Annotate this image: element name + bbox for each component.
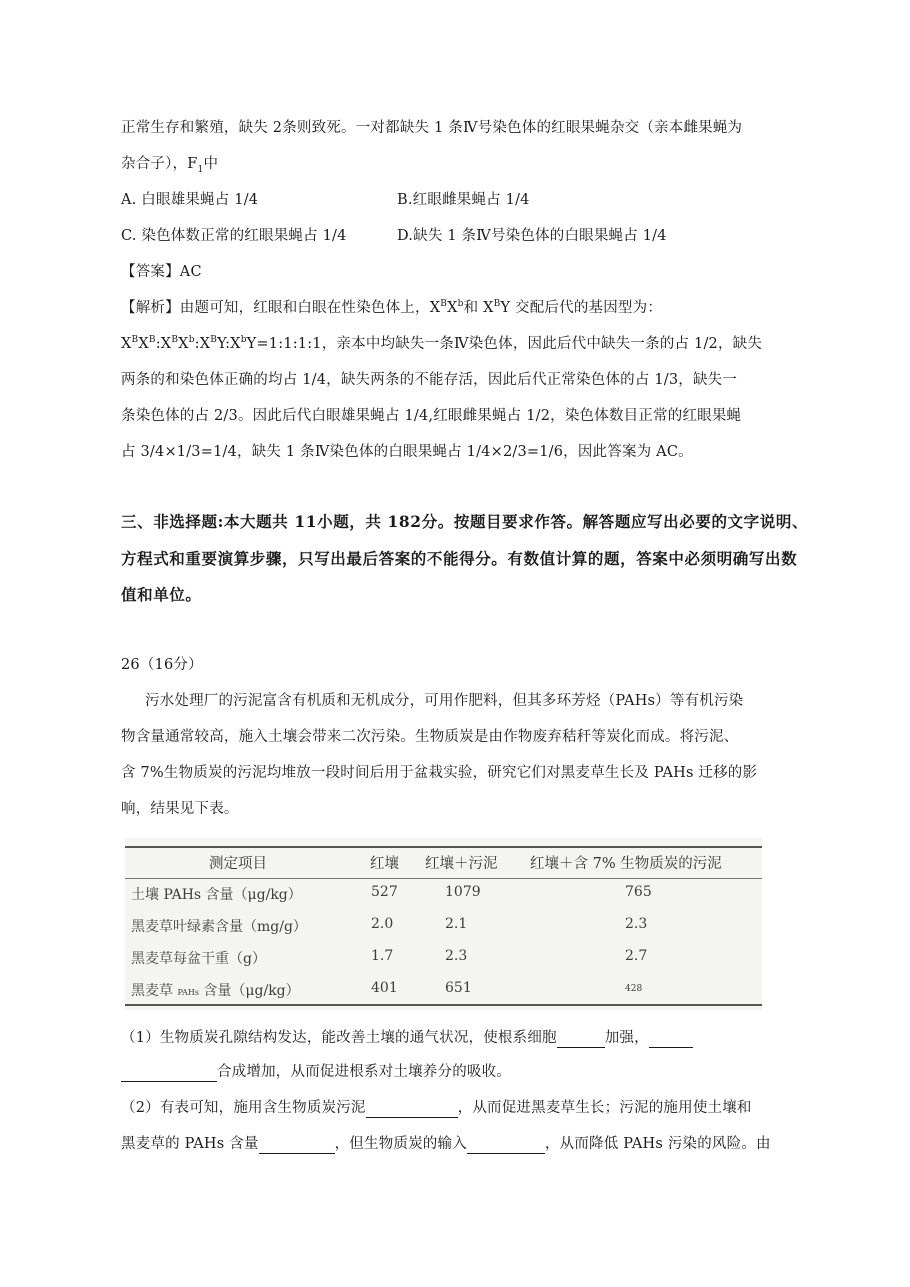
q25-stem-line-1: 正常生存和繁殖，缺失 2条则致死。一对都缺失 1 条Ⅳ号染色体的红眼果蝇杂交（亲本雌果蝇为: [121, 120, 743, 136]
option-a: A. 白眼雄果蝇占 1/4: [121, 192, 259, 208]
table-cell: 2.3: [445, 948, 468, 964]
analysis-text-b: 和 X: [463, 300, 494, 316]
q25-subscript: 1: [197, 164, 204, 175]
option-d: D.缺失 1 条Ⅳ号染色体的白眼果蝇占 1/4: [397, 228, 667, 244]
analysis-line-3: 两条的和染色体正确的均占 1/4，缺失两条的不能存活，因此后代正常染色体的占 1/3，缺失一: [121, 372, 738, 388]
answer-blank[interactable]: [467, 1137, 545, 1154]
sub1-text-b: 加强，: [604, 1030, 649, 1046]
results-table: [125, 838, 762, 1010]
table-cell: 527: [371, 884, 398, 900]
table-row-label: 黑麦草每盆干重（g）: [131, 951, 266, 967]
section-heading-line-2: 方程式和重要演算步骤，只写出最后答案的不能得分。有数值计算的题，答案中必须明确写出数: [121, 549, 798, 568]
analysis-line-1: 【解析】由题可知，红眼和白眼在性染色体上，$X^BX^b$和 $X^BY$ 交配后代的基因型为：: [121, 299, 663, 316]
table-header-red-soil: 红壤: [370, 856, 399, 872]
table-row-label: 黑麦草叶绿素含量（mg/g）: [131, 919, 307, 935]
q26-para-line-4: 响，结果见下表。: [121, 801, 239, 817]
table-header-biochar-sludge: 红壤＋含 7% 生物质炭的污泥: [530, 856, 722, 872]
section-heading-line-3: 值和单位。: [121, 585, 202, 604]
sub2-text-b: ，从而促进黑麦草生长；污泥的施用使土壤和: [457, 1100, 752, 1116]
table-bottom-rule: [125, 1004, 762, 1006]
table-cell: 1079: [445, 884, 481, 900]
table-row-label: [131, 980, 300, 1000]
table-cell: 2.0: [371, 916, 394, 932]
section-heading-line-1: 三、非选择题:本大题共 11小题，共 182分。按题目要求作答。解答题应写出必要的文字说明、: [121, 512, 809, 531]
analysis-line-5: 占 3/4×1/3=1/4，缺失 1 条Ⅳ染色体的白眼果蝇占 1/4×2/3=1/6，因此答案为 AC。: [121, 444, 693, 460]
table-header-rule: [125, 878, 762, 879]
q26-para-line-3: 含 7%生物质炭的污泥均堆放一段时间后用于盆栽实验，研究它们对黑麦草生长及 PAHs 迁移的影: [121, 765, 758, 781]
analysis-text-a: 【解析】由题可知，红眼和白眼在性染色体上，X: [121, 300, 441, 316]
option-b: B.红眼雌果蝇占 1/4: [397, 192, 530, 208]
analysis-line-2: $X^BX^B:X^BX^b:X^BY:X^bY=1:1:1:1$，亲本中均缺失一条Ⅳ染色体，因此后代中缺失一条的占 1/2，缺失: [121, 335, 763, 352]
table-cell: 2.7: [625, 948, 648, 964]
table-cell: 1.7: [371, 948, 394, 964]
table-cell: 2.3: [625, 916, 648, 932]
analysis-text-c: Y 交配后代的基因型为：: [500, 300, 663, 316]
table-cell: 651: [445, 980, 472, 996]
sub2-text-a: （2）有表可知，施用含生物质炭污泥: [121, 1100, 366, 1116]
sub2-text-c: 黑麦草的 PAHs 含量: [121, 1136, 259, 1152]
q25-stem-text: 杂合子），F: [121, 156, 198, 172]
row-label-a: 黑麦草: [131, 983, 173, 999]
answer-blank[interactable]: [259, 1137, 335, 1154]
table-top-rule: [125, 846, 762, 848]
answer-blank[interactable]: [557, 1031, 605, 1048]
answer-line: 【答案】AC: [121, 264, 202, 280]
table-cell: 2.1: [445, 916, 468, 932]
sub-question-1-line-2: [121, 1062, 511, 1082]
q26-number: 26（16分）: [121, 657, 203, 673]
sub2-text-e: ，从而降低 PAHs 污染的风险。由: [544, 1136, 771, 1152]
q25-stem-line-2: [121, 154, 218, 174]
q26-para-line-1: 污水处理厂的污泥富含有机质和无机成分，可用作肥料，但其多环芳烃（PAHs）等有机污染: [145, 693, 744, 709]
row-label-pahs: PAHs: [177, 988, 199, 997]
table-row-label: 土壤 PAHs 含量（μg/kg）: [131, 887, 302, 903]
q26-para-line-2: 物含量通常较高，施入土壤会带来二次污染。生物质炭是由作物废弃秸秆等炭化而成。将污泥、: [121, 729, 739, 745]
table-cell: 401: [371, 980, 398, 996]
answer-blank[interactable]: [121, 1065, 217, 1082]
sub1-text-c: 合成增加，从而促进根系对土壤养分的吸收。: [217, 1064, 511, 1080]
table-header-red-soil-sludge: 红壤＋污泥: [425, 856, 498, 872]
sub1-text-a: （1）生物质炭孔隙结构发达，能改善土壤的通气状况，使根系细胞: [121, 1030, 557, 1046]
option-c: C. 染色体数正常的红眼果蝇占 1/4: [121, 228, 347, 244]
sub-question-1-line-1: [121, 1028, 693, 1048]
sub-question-2-line-2: [121, 1134, 771, 1154]
q25-stem-end: 中: [203, 156, 219, 172]
answer-blank[interactable]: [649, 1031, 693, 1048]
answer-blank[interactable]: [366, 1101, 458, 1118]
table-cell: 765: [625, 884, 652, 900]
row-label-c: 含量（μg/kg）: [203, 983, 300, 999]
analysis-line-4: 条染色体的占 2/3。因此后代白眼雄果蝇占 1/4,红眼雌果蝇占 1/2，染色体数目正常的红眼果蝇: [121, 408, 742, 424]
table-cell: 428: [625, 984, 643, 994]
sub-question-2-line-1: [121, 1098, 752, 1118]
table-header-item: 测定项目: [209, 856, 267, 872]
sub2-text-d: ，但生物质炭的输入: [334, 1136, 467, 1152]
